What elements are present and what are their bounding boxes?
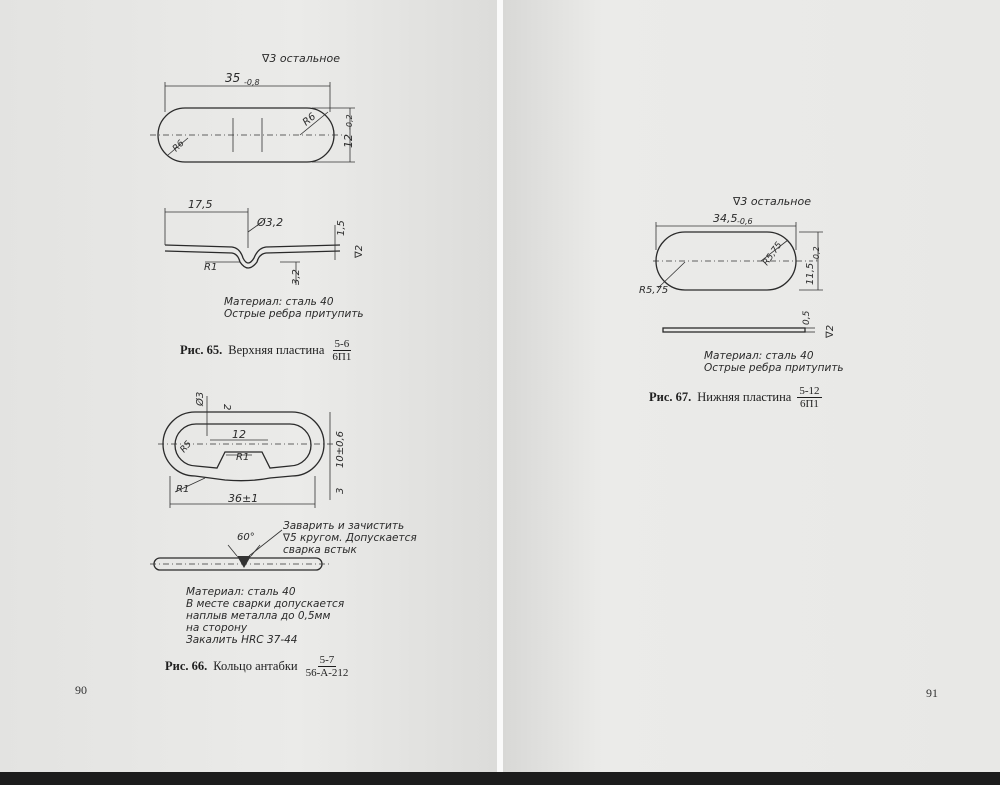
fig66-note-line: Материал: сталь 40 [186,586,296,598]
fig65-length-tol: -0,8 [244,78,260,87]
fig65-depth: 3,2 [291,269,302,285]
fig65-roughness: ∇2 [354,244,365,258]
fig65-thickness: 1,5 [336,220,347,236]
fig65-radius-left: R6 [171,138,187,155]
svg-text:2: 2 [221,404,232,411]
fig66-weld-note [283,520,417,556]
fig66-notes [186,586,344,646]
fig67-right-radius: R5,75 [761,240,785,268]
fig67-roughness: ∇2 [825,324,836,338]
fig66-inner-radius: R1 [236,452,250,463]
fig65-height-tol: -0,2 [345,114,354,130]
fig66-note-line: наплыв металла до 0,5мм [186,610,331,622]
fig66-inner-len: 12 [232,428,246,441]
fig66-code-num: 5-7 [319,654,335,666]
fig67-side-view [663,328,805,332]
fig67-note-line: Материал: сталь 40 [704,350,814,362]
fig65-caption-label: Рис. 65. [180,343,223,357]
fig66-outer-len: 36±1 [228,492,259,505]
fig66-height: 10±0,6 [335,430,346,468]
left-page [0,0,497,775]
fig67-length-label: 34,5 [713,212,738,225]
fig67-length-tol: -0,6 [737,217,753,226]
fig67-height-label: 11,5 [805,262,816,285]
right-page-number: 91 [926,686,938,700]
fig65-hole-dia: Ø3,2 [257,216,284,229]
fig65-note-line: Материал: сталь 40 [224,296,334,308]
fig65-note-line: Острые ребра притупить [224,308,364,320]
fig67-notes [704,350,844,374]
fig65-length-label: 35 [225,71,241,85]
fig65-side-length: 17,5 [188,198,213,211]
fig67-left-radius: R5,75 [639,285,669,296]
fig66-caption-code [304,654,351,679]
fig65-caption-title: Верхняя пластина [228,343,325,357]
right-page [503,0,1000,775]
fig66-weld-angle: 60° [237,532,255,543]
fig67-thickness: 0,5 [802,310,812,325]
fig66-caption-title: Кольцо антабки [213,659,298,673]
fig67-note-line: Острые ребра притупить [704,362,844,374]
fig67-caption [649,385,822,410]
scan-bottom-edge [0,772,1000,785]
fig65-height-label: 12 [342,134,355,148]
fig65-radius-right: R6 [300,111,319,129]
fig66-caption [165,654,350,679]
fig66-weld-note-line: сварка встык [283,544,357,556]
fig65-finish-mark: ∇3 остальное [262,52,340,65]
fig66-weld-note-line: ∇5 кругом. Допускается [283,532,417,544]
fig66-code-den: 56-А-212 [305,667,349,679]
fig65-code-den: 6П1 [332,351,352,363]
left-page-number: 90 [75,683,87,697]
fig66-bottom-radius: R1 [176,484,190,495]
fig66-weld-mark [237,556,251,568]
fig66-wire-dia: Ø3 [195,391,206,406]
fig67-height-tol: -0,2 [812,246,821,262]
fig67-code-num: 5-12 [799,385,820,397]
fig66-weld-note-line: Заварить и зачистить [283,520,405,532]
fig67-caption-label: Рис. 67. [649,390,692,404]
fig67-caption-title: Нижняя пластина [697,390,792,404]
fig66-caption-label: Рис. 66. [165,659,208,673]
fig67-code-den: 6П1 [799,398,819,410]
fig66-note-line: на сторону [186,622,248,634]
fig67-finish-mark: ∇3 остальное [733,195,811,208]
fig66-depth: 3 [335,487,346,494]
fig67-caption-code [797,385,821,410]
fig65-bend-radius: R1 [204,262,218,273]
fig66-corner-radius: R5 [178,439,195,455]
fig65-code-num: 5-6 [334,338,350,350]
fig66-note-line: Закалить HRC 37-44 [186,634,298,646]
fig66-note-line: В месте сварки допускается [186,598,345,610]
